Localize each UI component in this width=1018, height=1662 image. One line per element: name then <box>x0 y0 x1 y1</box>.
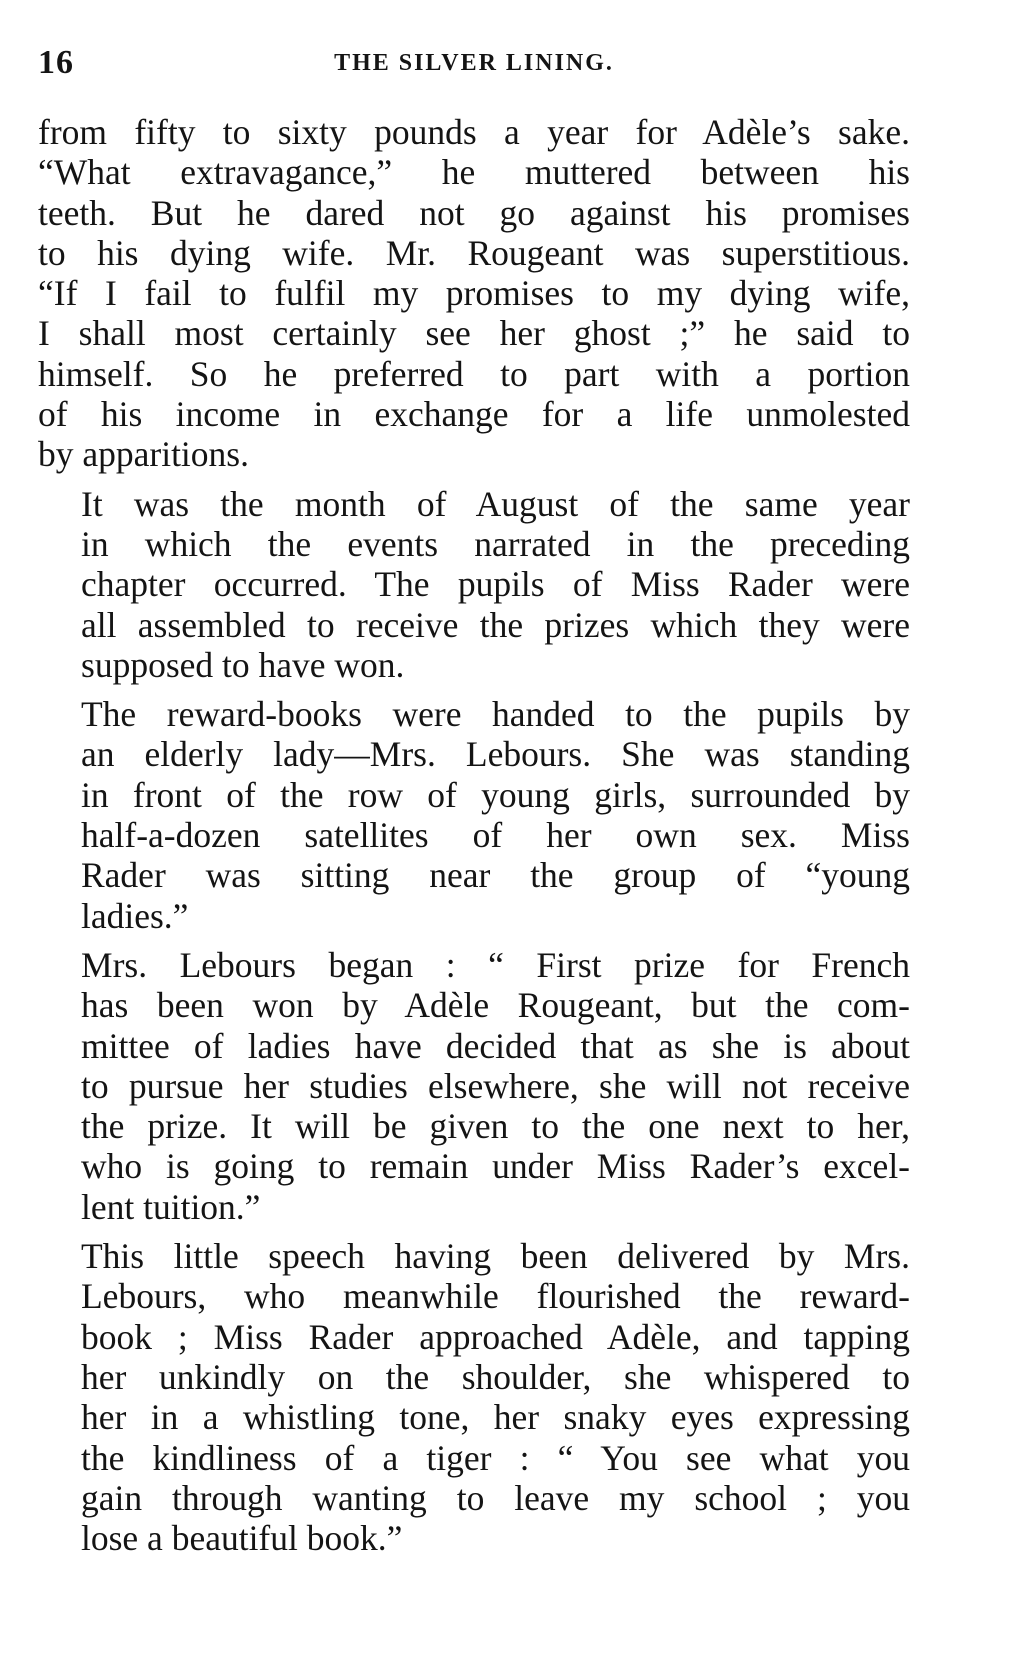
page-number: 16 <box>38 44 74 81</box>
paragraph <box>38 694 910 936</box>
text-line: The reward-books were handed to the pupils by <box>81 694 910 735</box>
text-line: of his income in exchange for a life unmolested <box>38 394 910 435</box>
text-line: Mrs. Lebours began : “ First prize for French <box>81 944 910 985</box>
text-line: the prize. It will be given to the one next to her, <box>81 1106 910 1147</box>
text-line: gain through wanting to leave my school ; you <box>81 1477 910 1518</box>
text-line: Lebours, who meanwhile flourished the reward- <box>81 1276 910 1317</box>
text-line: supposed to have won. <box>81 644 405 685</box>
text-line: teeth. But he dared not go against his promises <box>38 192 910 233</box>
text-line: who is going to remain under Miss Rader’s excel- <box>81 1146 910 1187</box>
text-line: lose a beautiful book.” <box>81 1518 403 1559</box>
text-line: It was the month of August of the same year <box>81 483 910 524</box>
text-line: in front of the row of young girls, surrounded by <box>81 774 910 815</box>
text-line: half-a-dozen satellites of her own sex. Miss <box>81 815 910 856</box>
text-line: from fifty to sixty pounds a year for Adèle’s sake. <box>38 112 910 152</box>
text-line: “If I fail to fulfil my promises to my dying wife, <box>38 273 910 314</box>
text-line: has been won by Adèle Rougeant, but the com- <box>81 985 910 1026</box>
text-line: I shall most certainly see her ghost ;” he said to <box>38 313 910 354</box>
paragraph <box>38 484 910 685</box>
text-line: by apparitions. <box>38 434 249 475</box>
text-line: to pursue her studies elsewhere, she will not receive <box>81 1065 910 1106</box>
running-head <box>38 44 910 84</box>
text-line: an elderly lady—Mrs. Lebours. She was standing <box>81 734 910 775</box>
text-line: mittee of ladies have decided that as she is about <box>81 1025 910 1066</box>
text-line: himself. So he preferred to part with a portion <box>38 353 910 394</box>
text-line: to his dying wife. Mr. Rougeant was superstitious. <box>38 232 910 273</box>
text-line: the kindliness of a tiger : “ You see what you <box>81 1437 910 1478</box>
text-line: all assembled to receive the prizes which they were <box>81 604 910 645</box>
text-line: Rader was sitting near the group of “young <box>81 855 910 896</box>
paragraph <box>38 112 910 475</box>
paragraph <box>38 945 910 1227</box>
text-line: This little speech having been delivered by Mrs. <box>81 1236 910 1277</box>
text-line: her in a whistling tone, her snaky eyes expressing <box>81 1397 910 1438</box>
body-text <box>38 112 910 1567</box>
text-line: her unkindly on the shoulder, she whispered to <box>81 1356 910 1397</box>
text-line: book ; Miss Rader approached Adèle, and tapping <box>81 1316 910 1357</box>
text-line: in which the events narrated in the preceding <box>81 523 910 564</box>
text-line: chapter occurred. The pupils of Miss Rader were <box>81 564 910 605</box>
running-title: THE SILVER LINING. <box>334 50 614 76</box>
text-line: lent tuition.” <box>81 1186 261 1227</box>
text-line: ladies.” <box>81 895 189 936</box>
text-line: “What extravagance,” he muttered between his <box>38 152 910 193</box>
paragraph <box>38 1236 910 1558</box>
